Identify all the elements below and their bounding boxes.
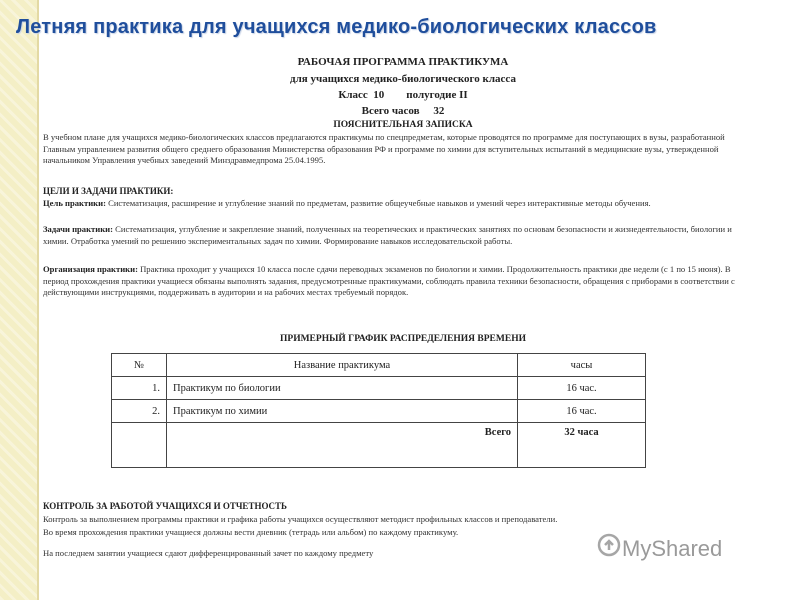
table-row <box>112 377 646 400</box>
goals-heading: ЦЕЛИ И ЗАДАЧИ ПРАКТИКИ: <box>43 186 174 196</box>
program-audience: для учащихся медико-биологического класса <box>290 73 516 85</box>
row-practicum-name: Практикум по химии <box>167 400 518 423</box>
control-text-3: На последнем занятии учащиеся сдают дифференцированный зачет по каждому предмету <box>43 548 374 558</box>
control-heading: КОНТРОЛЬ ЗА РАБОТОЙ УЧАЩИХСЯ И ОТЧЕТНОСТЬ <box>43 501 288 511</box>
organization-paragraph <box>43 264 758 299</box>
schedule-title: ПРИМЕРНЫЙ ГРАФИК РАСПРЕДЕЛЕНИЯ ВРЕМЕНИ <box>280 334 526 344</box>
total-value: 32 часа <box>518 423 646 468</box>
note-title: ПОЯСНИТЕЛЬНАЯ ЗАПИСКА <box>333 120 473 130</box>
myshared-logo-icon <box>597 533 621 557</box>
goal-paragraph <box>43 198 758 210</box>
table-total-row <box>112 423 646 468</box>
row-hours: 16 час. <box>518 377 646 400</box>
decorative-side-stripe <box>0 0 37 600</box>
row-number: 2. <box>112 400 167 423</box>
goal-label: Цель практики: <box>43 198 106 208</box>
slide-title: Летняя практика для учащихся медико-биологических классов <box>16 16 657 38</box>
row-hours: 16 час. <box>518 400 646 423</box>
row-practicum-name: Практикум по биологии <box>167 377 518 400</box>
total-label: Всего <box>167 423 518 468</box>
row-number: 1. <box>112 377 167 400</box>
organization-text: Практика проходит у учащихся 10 класса после сдачи переводных экзаменов по биологии и химии. Продолжительность практики две недели (с 1 по 15 июня). В период прохождения практики учащиеся обязаны выполнять задания, предусмотренные практикумами, соблюдать правила техники безопасности, обращения с приборами в соответствии с действующими инструкциями, поддерживать в аудитории и на рабочих местах требуемый порядок. <box>43 264 735 298</box>
table-header-row <box>112 354 646 377</box>
tasks-paragraph <box>43 224 758 247</box>
hours-line: Всего часов 32 <box>361 105 445 117</box>
tasks-text: Систематизация, углубление и закрепление знаний, полученных на теоретических и практических занятиях по основам безопасности и жизнедеятельности, биологии и химии. Отработка умений по решению экспериментальных задач по химии. Формирование навыков исследовательской работы. <box>43 224 732 246</box>
header-practicum-name: Название практикума <box>167 354 518 377</box>
myshared-watermark: MyShared <box>622 536 723 561</box>
control-text-1: Контроль за выполнением программы практики и графика работы учащихся осуществляют методист профильных классов и преподаватели. <box>43 514 558 524</box>
explanatory-note-text: В учебном плане для учащихся медико-биологических классов предлагаются практикумы по спецпредметам, которые проводятся по программе для поступающих в вузы, разработанной Главным управлением развития общего среднего образования Министерства образования РФ и программе по химии для вступительных испытаний в медицинские вузы, утвержденной начальником Управления учебных заведений Минздравмедпрома 25.04.1995. <box>43 132 725 166</box>
header-hours: часы <box>518 354 646 377</box>
organization-label: Организация практики: <box>43 264 138 274</box>
control-text-2: Во время прохождения практики учащиеся должны вести дневник (тетрадь или альбом) по каждому практикуму. <box>43 527 459 537</box>
goal-text: Систематизация, расширение и углубление знаний по предметам, развитие общеучебные навыков и умений через интерактивные методы обучения. <box>105 198 651 208</box>
header-number: № <box>112 354 167 377</box>
tasks-label: Задачи практики: <box>43 224 113 234</box>
program-title: РАБОЧАЯ ПРОГРАММА ПРАКТИКУМА <box>297 56 509 68</box>
table-row <box>112 400 646 423</box>
class-line: Класс 10 полугодие II <box>338 89 468 101</box>
schedule-table <box>111 353 646 468</box>
